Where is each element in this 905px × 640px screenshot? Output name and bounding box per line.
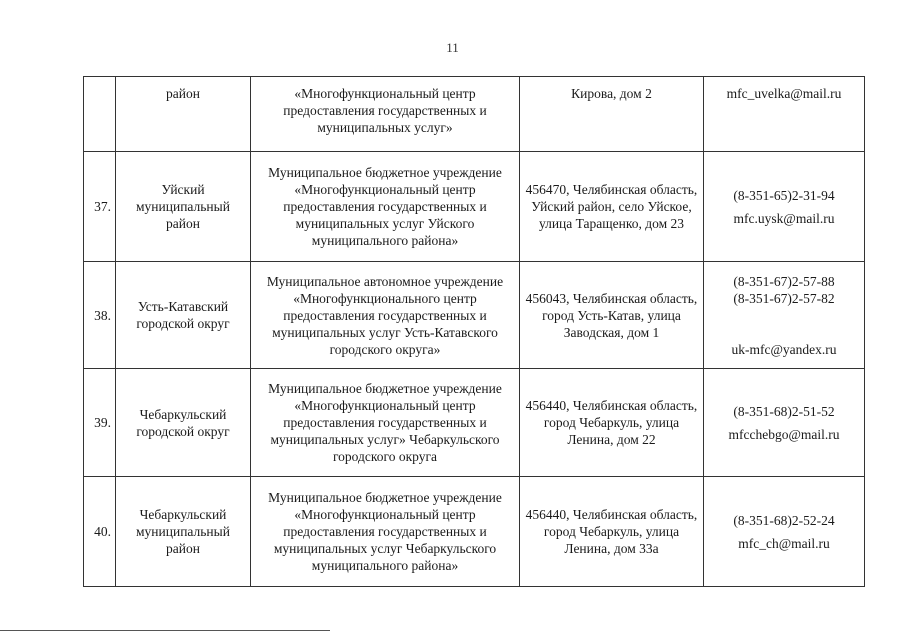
contacts-cell	[704, 477, 865, 587]
institution-cell: Муниципальное бюджетное учреждение «Многофункциональный центр предоставления государственных и муниципальных услуг» Чебаркульского городского округа	[251, 369, 520, 477]
institution-cell: «Многофункциональный центр предоставления государственных и муниципальных услуг»	[251, 77, 520, 152]
address-cell: 456043, Челябинская область, город Усть-Катав, улица Заводская, дом 1	[520, 262, 704, 369]
district-cell: Усть-Катавский городской округ	[116, 262, 251, 369]
district-cell: Чебаркульский городской округ	[116, 369, 251, 477]
email-text: mfc_uvelka@mail.ru	[726, 86, 842, 101]
contacts-cell	[704, 77, 865, 152]
email-text: mfcchebgo@mail.ru	[728, 426, 840, 442]
footer-rule	[0, 630, 330, 631]
page-number: 11	[446, 40, 459, 55]
address-cell: Кирова, дом 2	[520, 77, 704, 152]
phone-text: (8-351-68)2-52-24	[733, 512, 835, 528]
table-row	[84, 152, 865, 262]
address-cell: 456440, Челябинская область, город Чебаркуль, улица Ленина, дом 33а	[520, 477, 704, 587]
phone-text: (8-351-67)2-57-88	[733, 273, 835, 289]
phone-text: (8-351-68)2-51-52	[733, 403, 835, 419]
contacts-cell	[704, 262, 865, 369]
phone-text: (8-351-67)2-57-82	[733, 290, 835, 306]
institution-cell: Муниципальное автономное учреждение «Многофункционального центр предоставления государственных и муниципальных услуг Усть-Катавского городского округа»	[251, 262, 520, 369]
mfc-table	[83, 76, 865, 587]
phone-text: (8-351-65)2-31-94	[733, 187, 835, 203]
table-row	[84, 369, 865, 477]
district-cell: Уйский муниципальный район	[116, 152, 251, 262]
email-text: mfc.uysk@mail.ru	[733, 210, 835, 226]
row-number: 38.	[84, 262, 116, 369]
institution-cell: Муниципальное бюджетное учреждение «Многофункциональный центр предоставления государственных и муниципальных услуг Чебаркульского муниципального района»	[251, 477, 520, 587]
row-number	[84, 77, 116, 152]
table-row	[84, 262, 865, 369]
email-text: uk-mfc@yandex.ru	[731, 341, 837, 357]
address-cell: 456440, Челябинская область, город Чебаркуль, улица Ленина, дом 22	[520, 369, 704, 477]
row-number: 37.	[84, 152, 116, 262]
address-cell: 456470, Челябинская область, Уйский район, село Уйское, улица Таращенко, дом 23	[520, 152, 704, 262]
table-row	[84, 477, 865, 587]
district-cell: Чебаркульский муниципальный район	[116, 477, 251, 587]
email-text: mfc_ch@mail.ru	[738, 535, 830, 551]
contacts-cell	[704, 152, 865, 262]
row-number: 40.	[84, 477, 116, 587]
row-number: 39.	[84, 369, 116, 477]
contacts-cell	[704, 369, 865, 477]
institution-cell: Муниципальное бюджетное учреждение «Многофункциональный центр предоставления государственных и муниципальных услуг Уйского муниципального района»	[251, 152, 520, 262]
table-row	[84, 77, 865, 152]
district-cell: район	[116, 77, 251, 152]
